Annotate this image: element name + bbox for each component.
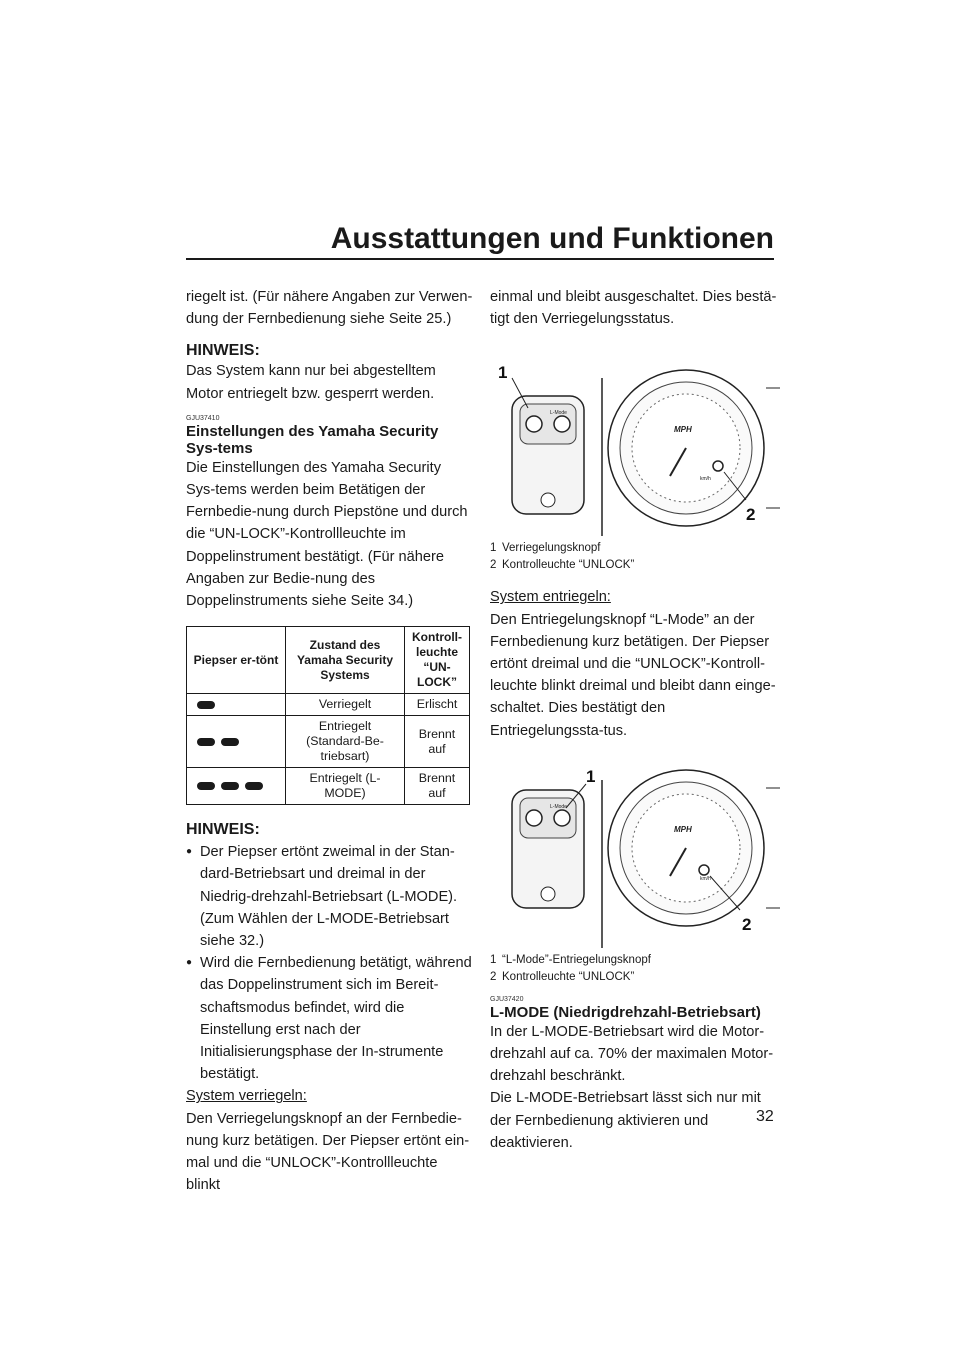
caption-text: Verriegelungsknopf bbox=[502, 542, 601, 555]
beep-icon bbox=[197, 782, 215, 790]
unlock-body: Den Entriegelungsknopf “L-Mode” an der Fernbedienung kurz betätigen. Der Piepser ertönt dreimal und die “UNLOCK”-Kontroll-leuchte blinkt dreimal und bleibt dann einge-schaltet. Dies bestätigt den Entriegelungssta-tus. bbox=[490, 611, 776, 739]
beep-indicator bbox=[187, 694, 286, 716]
table-cell: Erlischt bbox=[405, 694, 470, 716]
note-list bbox=[186, 841, 474, 1085]
intro-text: riegelt ist. (Für nähere Angaben zur Verwen-dung der Fernbedienung siehe Seite 25.) bbox=[186, 289, 473, 328]
caption-number: 1 bbox=[490, 542, 497, 555]
beep-icon bbox=[221, 782, 239, 790]
section-code: GJU37410 bbox=[186, 414, 220, 422]
svg-text:km/h: km/h bbox=[700, 476, 711, 483]
lock-heading: System verriegeln: bbox=[186, 1088, 307, 1105]
table-header-cell: Kontroll-leuchte “UN-LOCK” bbox=[405, 627, 470, 694]
section-title: Einstellungen des Yamaha Security Sys-tems bbox=[186, 422, 439, 457]
unlock-lamp-icon bbox=[713, 461, 723, 471]
table-cell: Verriegelt bbox=[286, 694, 405, 716]
section-body: In der L-MODE-Betriebsart wird die Motor-drehzahl auf ca. 70% der maximalen Motor-drehzahl beschränkt. bbox=[490, 1023, 774, 1085]
svg-text:2: 2 bbox=[742, 914, 752, 934]
beep-indicator bbox=[187, 716, 286, 768]
note-label: HINWEIS: bbox=[186, 821, 260, 839]
caption-number: 2 bbox=[490, 970, 497, 983]
figure-lock bbox=[490, 348, 780, 536]
lock-button-icon bbox=[526, 416, 542, 432]
section-body: Die Einstellungen des Yamaha Security Sys-tems werden beim Betätigen der Fernbedie-nung durch Piepstöne und durch die “UN-LOCK”-Kontrollleuchte im Doppelinstrument bestätigt. (Für nähere Angaben zur Bedie-nung des Doppelinstruments siehe Seite 34.) bbox=[186, 459, 468, 610]
caption-text: Kontrolleuchte “UNLOCK” bbox=[502, 970, 635, 983]
svg-text:MPH: MPH bbox=[674, 824, 692, 834]
table-cell: Entriegelt (Standard-Be-triebsart) bbox=[286, 716, 405, 768]
beep-icon bbox=[197, 701, 215, 709]
svg-text:L-Mode: L-Mode bbox=[550, 410, 567, 417]
lock-body: Den Verriegelungsknopf an der Fernbedie-nung kurz betätigen. Der Piepser ertönt ein-mal und die “UNLOCK”-Kontrollleuchte blinkt bbox=[186, 1110, 470, 1194]
svg-text:L-Mode: L-Mode bbox=[550, 803, 567, 810]
figure-caption bbox=[490, 540, 780, 574]
left-column bbox=[186, 286, 474, 1196]
table-cell: Brennt auf bbox=[405, 768, 470, 805]
beep-indicator bbox=[187, 768, 286, 805]
caption-text: Kontrolleuchte “UNLOCK” bbox=[502, 559, 635, 572]
table-header-cell: Zustand des Yamaha Security Systems bbox=[286, 627, 405, 694]
page-number: 32 bbox=[756, 1108, 774, 1125]
table-header-row bbox=[187, 627, 470, 694]
note-text: Das System kann nur bei abgestelltem Motor entriegelt bzw. gesperrt werden. bbox=[186, 363, 436, 402]
beep-icon bbox=[197, 738, 215, 746]
caption-text: “L-Mode”-Entriegelungsknopf bbox=[502, 953, 651, 966]
table-header-cell: Piepser er-tönt bbox=[187, 627, 286, 694]
svg-text:km/h: km/h bbox=[700, 875, 711, 882]
table-row bbox=[187, 768, 470, 805]
lmode-button-icon bbox=[554, 810, 570, 826]
table-row bbox=[187, 716, 470, 768]
caption-number: 1 bbox=[490, 953, 497, 966]
note-label: HINWEIS: bbox=[186, 342, 260, 360]
list-item: ● Der Piepser ertönt zweimal in der Stan-dard-Betriebsart und dreimal in der Niedrig-drehzahl-Betriebsart (L-MODE). (Zum Wählen der L-MODE-Betriebsart siehe 32.) bbox=[186, 841, 474, 952]
svg-text:MPH: MPH bbox=[674, 425, 692, 435]
right-column bbox=[490, 286, 780, 1154]
table-cell: Entriegelt (L-MODE) bbox=[286, 768, 405, 805]
figure-caption bbox=[490, 952, 780, 986]
section-code: GJU37420 bbox=[490, 995, 524, 1003]
svg-text:1: 1 bbox=[586, 766, 596, 786]
table-cell: Brennt auf bbox=[405, 716, 470, 768]
beep-icon bbox=[221, 738, 239, 746]
lmode-button-icon bbox=[554, 416, 570, 432]
header-rule bbox=[186, 258, 774, 260]
beep-status-table bbox=[186, 626, 470, 805]
svg-text:1: 1 bbox=[498, 363, 508, 383]
figure-unlock bbox=[490, 760, 780, 948]
svg-text:2: 2 bbox=[746, 505, 756, 525]
page-title: Ausstattungen und Funktionen bbox=[330, 222, 774, 255]
caption-number: 2 bbox=[490, 559, 497, 572]
unlock-heading: System entriegeln: bbox=[490, 589, 611, 606]
section-body: Die L-MODE-Betriebsart lässt sich nur mit der Fernbedienung aktivieren und deaktivieren. bbox=[490, 1090, 761, 1151]
beep-icon bbox=[245, 782, 263, 790]
list-item: ● Wird die Fernbedienung betätigt, während das Doppelinstrument sich im Bereit-schaftsmodus befindet, wird die Einstellung erst nach der Initialisierungsphase der In-strumente bestätigt. bbox=[186, 952, 474, 1085]
remote-gauge-illustration bbox=[490, 760, 780, 948]
section-title: L-MODE (Niedrigdrehzahl-Betriebsart) bbox=[490, 1003, 761, 1021]
table-row bbox=[187, 694, 470, 716]
unlock-lamp-icon bbox=[699, 865, 709, 875]
lock-button-icon bbox=[526, 810, 542, 826]
remote-gauge-illustration bbox=[490, 348, 780, 536]
continued-text: einmal und bleibt ausgeschaltet. Dies bestä-tigt den Verriegelungsstatus. bbox=[490, 289, 777, 328]
